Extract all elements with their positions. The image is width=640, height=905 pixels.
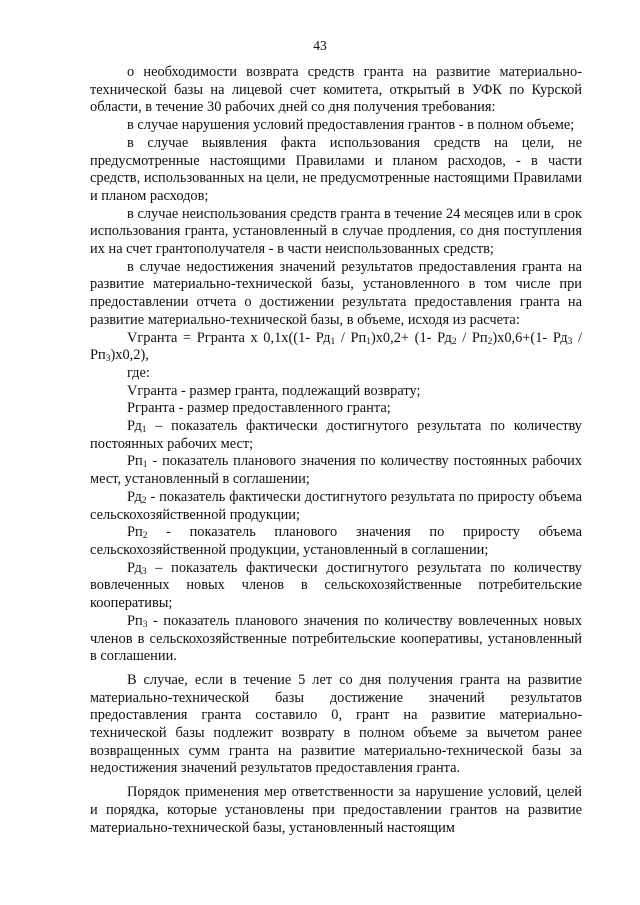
definition-v-granta: Vгранта - размер гранта, подлежащий возврату; bbox=[127, 382, 421, 399]
paragraph-misuse: в случае выявления факта использования средств на цели, не предусмотренные настоящими Правилами и планом расходов, - в части средств, использованных на цели, не предусмотренные настоящими Правилами и планом расходов; bbox=[90, 134, 582, 204]
definition-rp1: $Рп_1$ - показатель планового значения по количеству постоянных рабочих мест, установленный в соглашении; bbox=[90, 453, 582, 488]
definition-rp2: $Рп_2$ - показатель планового значения по приросту объема сельскохозяйственной продукции, установленный в соглашении; bbox=[90, 524, 582, 558]
definition-rp3: $Рп_3$ - показатель планового значения по количеству вовлеченных новых членов в сельскохозяйственные потребительские кооперативы, установленный в соглашении. bbox=[90, 612, 582, 665]
paragraph-violation: в случае нарушения условий предоставления грантов - в полном объеме; bbox=[127, 117, 575, 134]
paragraph-return-deadline: о необходимости возврата средств гранта на развитие материально-технической базы на лицевой счет комитета, открытый в УФК по Курской области, в течение 30 рабочих дней со дня получения требования: bbox=[90, 64, 582, 116]
paragraph-nonachievement: в случае недостижения значений результатов предоставления гранта на развитие материально-технической базы, установленного в том числе при предоставлении отчета о достижении результата предоставления гранта на развитие материально-технической базы, в объеме, исходя из расчета: bbox=[90, 258, 582, 328]
definition-r-granta: Ргранта - размер предоставленного гранта; bbox=[127, 400, 391, 417]
paragraph-zero-achievement: В случае, если в течение 5 лет со дня получения гранта на развитие материально-технической базы достижение значений результатов предоставления гранта составило 0, грант на развитие материально-технической базы подлежит возврату в полном объеме за вычетом ранее возвращенных сумм гранта на развитие материально-технической базы за недостижения значений результатов предоставления гранта. bbox=[90, 671, 582, 777]
definition-rd2: $Рд_2$ - показатель фактически достигнутого результата по приросту объема сельскохозяйственной продукции; bbox=[90, 488, 582, 523]
definition-rd3: $Рд_3$ – показатель фактически достигнутого результата по количеству вовлеченных новых членов в сельскохозяйственные потребительские кооперативы; bbox=[90, 559, 582, 612]
document-body bbox=[90, 64, 582, 837]
definition-rd1: $Рд_1$ – показатель фактически достигнутого результата по количеству постоянных рабочих мест; bbox=[90, 418, 582, 452]
refund-formula: Vгранта = Ргранта х 0,1х((1- $Рд_1 / Рп_1)х0,2+ (1-$ $Рд_2 / Рп_2)х0,6+(1-$ $Рд_3 / Рп_3)х0,2$), bbox=[90, 329, 582, 365]
page-number: 43 bbox=[313, 38, 327, 53]
paragraph-responsibility-procedure: Порядок применения мер ответственности за нарушение условий, целей и порядка, которые установлены при предоставлении грантов на развитие материально-технической базы, установленный настоящим bbox=[90, 784, 582, 836]
where-label: где: bbox=[127, 364, 150, 381]
paragraph-nonuse: в случае неиспользования средств гранта в течение 24 месяцев или в срок использования гранта, установленный в случае продления, со дня поступления их на счет грантополучателя - в части неиспользованных средств; bbox=[90, 205, 582, 258]
